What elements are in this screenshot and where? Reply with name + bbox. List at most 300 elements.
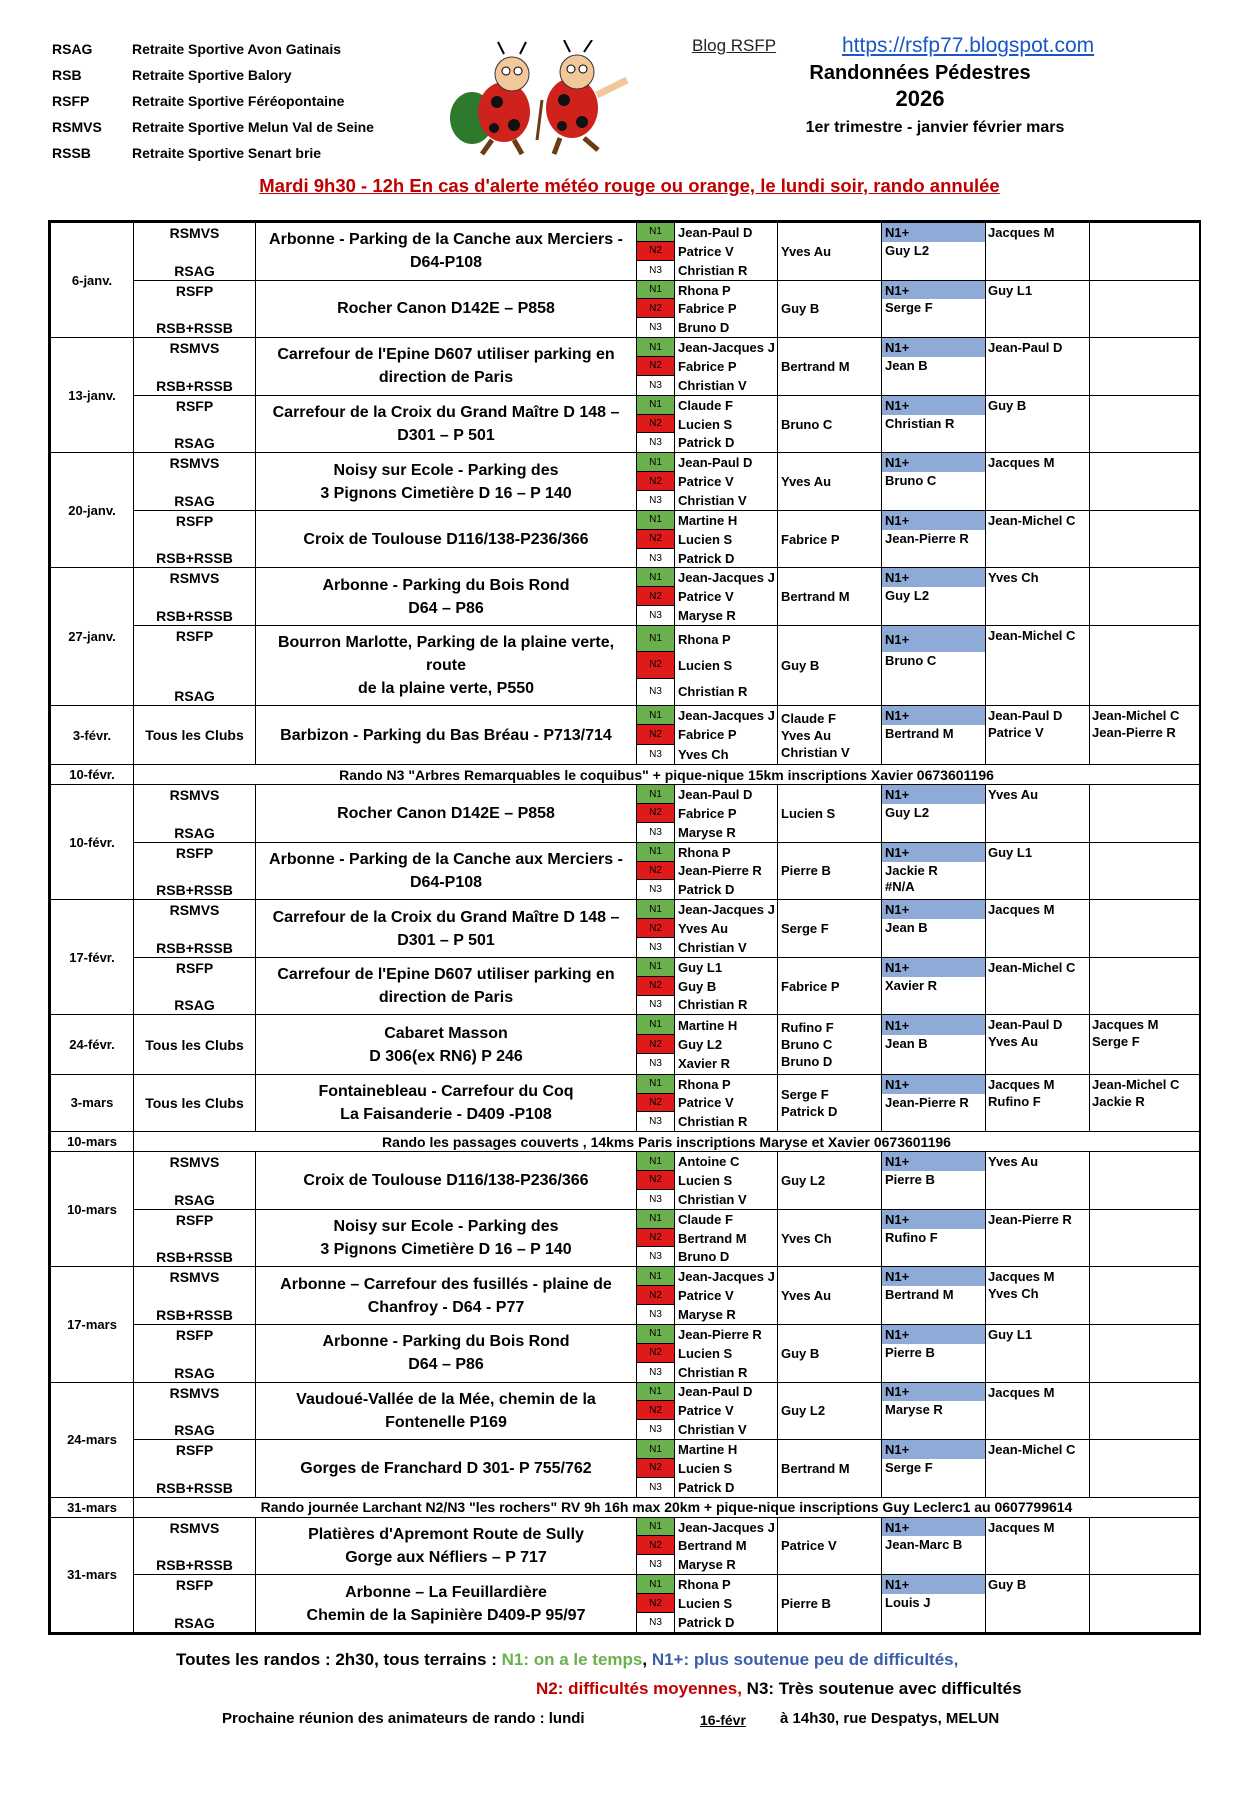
level-markers <box>637 785 675 843</box>
level-n1plus-badge: N1+ <box>882 281 985 300</box>
level-leader-name: Lucien S <box>678 1172 733 1188</box>
support-leader-name: Bruno D <box>781 1054 833 1070</box>
club-organizer: RSMVS <box>169 570 220 587</box>
level-n3-badge: N3 <box>637 1112 674 1131</box>
level-n1plus-badge: N1+ <box>882 1575 985 1594</box>
club-organizer: RSFP <box>175 512 214 529</box>
level-leader-name: Xavier R <box>678 1056 731 1072</box>
extra-leaders-2 <box>1090 568 1200 626</box>
hike-date: 24-mars <box>51 1382 134 1497</box>
level-markers <box>637 842 675 900</box>
level-n3-badge: N3 <box>637 679 674 705</box>
n1plus-group <box>882 626 986 706</box>
club-organizer: RSMVS <box>169 340 220 357</box>
n1plus-leader-name: #N/A <box>885 878 915 894</box>
club-guest: RSAG <box>174 435 215 452</box>
hike-date: 3-mars <box>51 1074 134 1132</box>
club-organizer: RSFP <box>175 628 214 645</box>
n1plus-group <box>882 1152 986 1210</box>
blog-url-link[interactable]: https://rsfp77.blogspot.com <box>842 34 1095 57</box>
level-leaders <box>675 785 778 843</box>
level-leader-name: Christian R <box>678 684 748 700</box>
extra-leaders-2 <box>1090 1074 1200 1132</box>
n1plus-leader-name: Jean-Pierre R <box>885 530 969 546</box>
level-leader-name: Rhona P <box>678 844 731 860</box>
level-leader-name: Jean-Jacques J <box>678 1269 775 1285</box>
extra-leader-name: Jean-Michel C <box>988 512 1076 528</box>
extra-leaders-1 <box>986 395 1090 453</box>
hike-clubs <box>134 1517 256 1575</box>
n1plus-leader-name: Maryse R <box>885 1402 943 1418</box>
level-n2-badge: N2 <box>637 1401 674 1420</box>
club-code: RSMVS <box>52 119 102 135</box>
extra-leaders-1 <box>986 705 1090 764</box>
hike-row <box>51 1440 1200 1498</box>
hike-location <box>256 626 637 706</box>
support-leaders <box>778 1575 882 1633</box>
ladybug-hikers-logo <box>442 40 642 158</box>
extra-leaders-1 <box>986 1382 1090 1440</box>
hike-clubs <box>134 568 256 626</box>
support-leader-name: Fabrice P <box>781 978 840 994</box>
hike-location <box>256 1152 637 1210</box>
extra-leader-name: Jean-Michel C <box>1092 1076 1180 1092</box>
support-leaders <box>778 626 882 706</box>
level-markers <box>637 1517 675 1575</box>
level-leader-name: Martine H <box>678 512 738 528</box>
hike-location <box>256 785 637 843</box>
level-n1plus-badge: N1+ <box>882 1440 985 1459</box>
club-legend-row <box>52 140 374 166</box>
hike-row <box>51 1324 1200 1382</box>
extra-leader-name: Patrice V <box>988 724 1044 740</box>
hike-clubs <box>134 280 256 338</box>
level-leader-name: Bruno D <box>678 1249 730 1265</box>
support-leaders <box>778 223 882 281</box>
event-date: 10-févr. <box>51 765 134 785</box>
n1plus-leader-name: Rufino F <box>885 1229 938 1245</box>
club-organizer: RSFP <box>175 1442 214 1459</box>
extra-leader-name: Jean-Paul D <box>988 340 1063 356</box>
level-n3-badge: N3 <box>637 1420 674 1439</box>
club-legend-row <box>52 114 374 140</box>
n1plus-leader-name: Serge F <box>885 300 933 316</box>
location-line: Croix de Toulouse D116/138-P236/366 <box>303 1172 589 1189</box>
support-leader-name: Yves Au <box>781 243 832 259</box>
support-leaders <box>778 1440 882 1498</box>
level-leader-name: Christian V <box>678 1422 747 1438</box>
n1plus-group <box>882 705 986 764</box>
club-legend-row <box>52 88 374 114</box>
club-organizer: RSFP <box>175 1211 214 1228</box>
hike-location <box>256 1517 637 1575</box>
level-leader-name: Patrice V <box>678 1403 734 1419</box>
level-markers <box>637 453 675 511</box>
location-line: Arbonne - Parking de la Canche aux Merciers - <box>269 850 623 868</box>
n1plus-leaders <box>882 1459 985 1476</box>
level-n3-badge: N3 <box>637 880 674 899</box>
level-n2-badge: N2 <box>637 862 674 881</box>
extra-leaders-2 <box>1090 1015 1200 1074</box>
hike-clubs <box>134 395 256 453</box>
level-leader-name: Patrick D <box>678 550 735 566</box>
location-line: Arbonne – La Feuillardière <box>345 1583 547 1601</box>
extra-leader-name: Yves Au <box>988 787 1039 803</box>
level-n3-badge: N3 <box>637 1555 674 1574</box>
schedule-body <box>51 223 1200 1633</box>
legend-n1: N1: on a le temps <box>501 1650 643 1669</box>
level-leader-name: Claude F <box>678 397 733 413</box>
location-line: Croix de Toulouse D116/138-P236/366 <box>303 530 589 548</box>
n1plus-group <box>882 1382 986 1440</box>
support-leader-name: Patrick D <box>781 1103 838 1119</box>
level-leader-name: Patrick D <box>678 1479 735 1495</box>
location-line: D301 – P 501 <box>397 931 495 949</box>
hike-date: 10-févr. <box>51 785 134 900</box>
extra-leaders-1 <box>986 1209 1090 1267</box>
hike-clubs <box>134 223 256 281</box>
level-n1-badge: N1 <box>637 1383 674 1402</box>
location-line: D301 – P 501 <box>397 427 495 445</box>
level-n2-badge: N2 <box>637 1536 674 1555</box>
hike-clubs <box>134 510 256 568</box>
level-leader-name: Bertrand M <box>678 1230 747 1246</box>
level-n1-badge: N1 <box>637 706 674 725</box>
extra-leaders-2 <box>1090 842 1200 900</box>
level-markers <box>637 338 675 396</box>
hike-clubs <box>134 1267 256 1325</box>
hike-clubs <box>134 1575 256 1633</box>
n1plus-leader-name: Pierre B <box>885 1172 935 1188</box>
level-n1plus-badge: N1+ <box>882 1518 985 1537</box>
support-leader-name: Pierre B <box>781 863 831 879</box>
n1plus-leaders <box>882 1344 985 1361</box>
level-n1-badge: N1 <box>637 958 674 977</box>
level-n2-badge: N2 <box>637 530 674 549</box>
alert-text: Mardi 9h30 - 12h En cas d'alerte météo rouge ou orange, le lundi soir, rando annulée <box>259 175 1000 196</box>
hike-clubs <box>134 1440 256 1498</box>
level-n2-badge: N2 <box>637 1594 674 1613</box>
level-markers <box>637 280 675 338</box>
level-n3-badge: N3 <box>637 1054 674 1073</box>
extra-leader-name: Yves Au <box>988 1154 1039 1170</box>
club-name: Retraite Sportive Féréopontaine <box>132 93 345 109</box>
level-leader-name: Fabrice P <box>678 301 737 317</box>
support-leader-name: Guy B <box>781 657 820 673</box>
extra-leader-name: Jacques M <box>988 455 1055 471</box>
location-line: Chemin de la Sapinière D409-P 95/97 <box>306 1606 586 1624</box>
location-line: direction de Paris <box>378 989 514 1007</box>
location-line: Carrefour de la Croix du Grand Maître D 148 – <box>272 404 620 422</box>
n1plus-group <box>882 1267 986 1325</box>
extra-leader-name: Jacques M <box>988 1519 1055 1535</box>
support-leader-name: Bruno C <box>781 416 833 432</box>
level-leader-name: Patrick D <box>678 435 735 451</box>
location-line: Vaudoué-Vallée de la Mée, chemin de la <box>296 1390 596 1408</box>
n1plus-leaders <box>882 977 985 994</box>
level-leader-name: Christian V <box>678 1191 747 1207</box>
level-leaders <box>675 1209 778 1267</box>
hike-date: 17-févr. <box>51 900 134 1015</box>
location-line: Platières d'Apremont Route de Sully <box>308 1525 584 1543</box>
hike-date: 13-janv. <box>51 338 134 453</box>
extra-leaders-1 <box>986 957 1090 1015</box>
level-leaders <box>675 1267 778 1325</box>
location-line: Carrefour de l'Epine D607 utiliser parking en <box>277 966 615 984</box>
schedule-table <box>48 220 1201 1635</box>
support-leaders <box>778 1209 882 1267</box>
location-line: D 306(ex RN6) P 246 <box>369 1047 523 1065</box>
hike-row <box>51 1015 1200 1074</box>
level-leaders <box>675 957 778 1015</box>
extra-leaders-2 <box>1090 1209 1200 1267</box>
club-legend-row <box>52 36 374 62</box>
n1plus-leaders <box>882 919 985 936</box>
club-guest: RSB+RSSB <box>156 550 233 567</box>
hike-row <box>51 395 1200 453</box>
next-meeting-date: 16-févr <box>700 1712 746 1728</box>
location-line: Carrefour de l'Epine D607 utiliser parking en <box>277 346 615 364</box>
club-legend <box>52 36 374 166</box>
hike-location <box>256 453 637 511</box>
support-leaders <box>778 338 882 396</box>
n1plus-group <box>882 223 986 281</box>
club-organizer: RSMVS <box>169 787 220 804</box>
hike-location <box>256 1324 637 1382</box>
extra-leader-name: Jacques M <box>988 1269 1055 1285</box>
level-n1-badge: N1 <box>637 511 674 530</box>
level-markers <box>637 626 675 706</box>
level-n1plus-badge: N1+ <box>882 706 985 725</box>
club-guest: RSB+RSSB <box>156 939 233 956</box>
hike-row <box>51 705 1200 764</box>
level-leaders <box>675 1152 778 1210</box>
extra-leaders-1 <box>986 568 1090 626</box>
n1plus-leader-name: Jean-Pierre R <box>885 1094 969 1110</box>
legend-n2: N2: difficultés moyennes, <box>536 1679 742 1698</box>
club-guest: RSB+RSSB <box>156 608 233 625</box>
level-leader-name: Jean-Pierre R <box>678 1326 762 1342</box>
hike-location <box>256 842 637 900</box>
level-leaders <box>675 842 778 900</box>
level-n2-badge: N2 <box>637 919 674 938</box>
level-leader-name: Patrice V <box>678 1288 734 1304</box>
location-line: D64-P108 <box>409 254 483 272</box>
location-line: Arbonne - Parking du Bois Rond <box>322 1333 570 1351</box>
legend-intro: Toutes les randos : 2h30, tous terrains : <box>176 1650 502 1669</box>
level-markers <box>637 568 675 626</box>
level-leader-name: Guy L2 <box>678 1037 723 1053</box>
level-markers <box>637 1324 675 1382</box>
support-leader-name: Guy L2 <box>781 1173 826 1188</box>
hike-row <box>51 957 1200 1015</box>
level-n3-badge: N3 <box>637 745 674 764</box>
extra-leader-name: Jean-Pierre R <box>1092 724 1176 740</box>
extra-leaders-1 <box>986 1517 1090 1575</box>
level-n3-badge: N3 <box>637 491 674 510</box>
location-line: Bourron Marlotte, Parking de la plaine verte, route <box>277 633 615 674</box>
level-markers <box>637 957 675 1015</box>
support-leaders <box>778 510 882 568</box>
level-n1plus-badge: N1+ <box>882 1015 985 1034</box>
hike-row <box>51 842 1200 900</box>
extra-leaders-2 <box>1090 785 1200 843</box>
location-line: Rocher Canon D142E – P858 <box>337 804 555 822</box>
special-event-text: Rando les passages couverts , 14kms Paris inscriptions Maryse et Xavier 0673601196 <box>134 1132 1200 1152</box>
extra-leaders-2 <box>1090 395 1200 453</box>
hike-location <box>256 223 637 281</box>
support-leaders <box>778 785 882 843</box>
location-line: Cabaret Masson <box>384 1024 508 1042</box>
level-leader-name: Jean-Paul D <box>678 787 753 803</box>
level-leader-name: Jean-Jacques J <box>678 902 775 918</box>
special-event-row <box>51 1132 1200 1152</box>
level-leader-name: Lucien S <box>678 531 733 547</box>
level-leader-name: Jean-Paul D <box>678 1384 753 1400</box>
location-line: Fontenelle P169 <box>385 1413 507 1431</box>
extra-leaders-1 <box>986 338 1090 396</box>
extra-leaders-1 <box>986 785 1090 843</box>
club-guest: RSAG <box>174 1422 215 1439</box>
location-line: direction de Paris <box>378 369 514 387</box>
extra-leaders-2 <box>1090 1267 1200 1325</box>
extra-leader-name: Yves Ch <box>988 570 1039 586</box>
level-markers <box>637 1152 675 1210</box>
level-markers <box>637 395 675 453</box>
title-text: Randonnées Pédestres <box>809 62 1031 84</box>
location-line: D64-P108 <box>409 873 483 891</box>
level-n3-badge: N3 <box>637 318 674 337</box>
level-leaders <box>675 1074 778 1132</box>
hike-date: 31-mars <box>51 1517 134 1632</box>
level-leader-name: Yves Au <box>678 921 729 937</box>
next-meeting-place: à 14h30, rue Despatys, MELUN <box>780 1710 1000 1727</box>
extra-leader-name: Guy B <box>988 397 1027 413</box>
location-line: Gorges de Franchard D 301- P 755/762 <box>300 1459 592 1477</box>
level-n1plus-badge: N1+ <box>882 1267 985 1286</box>
level-leaders <box>675 900 778 958</box>
level-n1-badge: N1 <box>637 1210 674 1229</box>
level-leader-name: Christian R <box>678 262 748 278</box>
extra-leader-name: Serge F <box>1092 1034 1140 1050</box>
club-organizer: RSMVS <box>169 1384 220 1401</box>
club-guest: RSAG <box>174 262 215 279</box>
location-line: Barbizon - Parking du Bas Bréau - P713/714 <box>280 726 612 744</box>
support-leaders <box>778 1015 882 1074</box>
hike-row <box>51 1267 1200 1325</box>
level-n3-badge: N3 <box>637 1190 674 1209</box>
location-line: Arbonne – Carrefour des fusillés - plaine de <box>280 1275 612 1293</box>
n1plus-leader-name: Jean-Marc B <box>885 1537 963 1553</box>
level-n1plus-badge: N1+ <box>882 338 985 357</box>
extra-leaders-2 <box>1090 1517 1200 1575</box>
level-leader-name: Yves Ch <box>678 746 729 762</box>
level-markers <box>637 1440 675 1498</box>
level-leader-name: Lucien S <box>678 416 733 432</box>
hike-location <box>256 900 637 958</box>
hike-clubs: Tous les Clubs <box>134 705 256 764</box>
club-guest: RSB+RSSB <box>156 1479 233 1496</box>
level-n2-badge: N2 <box>637 652 674 678</box>
level-leaders <box>675 453 778 511</box>
club-guest: RSAG <box>174 824 215 841</box>
extra-leaders-2 <box>1090 900 1200 958</box>
extra-leader-name: Jean-Michel C <box>988 959 1076 975</box>
level-leader-name: Patrice V <box>678 1095 734 1111</box>
level-n2-badge: N2 <box>637 1171 674 1190</box>
club-guest: RSAG <box>174 1364 215 1381</box>
level-markers <box>637 223 675 281</box>
level-leader-name: Claude F <box>678 1211 733 1227</box>
level-leader-name: Lucien S <box>678 1460 733 1476</box>
extra-leader-name: Jackie R <box>1092 1093 1145 1109</box>
hike-date: 20-janv. <box>51 453 134 568</box>
level-leader-name: Lucien S <box>678 1345 733 1361</box>
level-n1-badge: N1 <box>637 1075 674 1094</box>
support-leader-name: Guy B <box>781 301 820 317</box>
level-n3-badge: N3 <box>637 823 674 842</box>
n1plus-leader-name: Jean B <box>885 358 928 373</box>
hike-row <box>51 338 1200 396</box>
hike-row <box>51 453 1200 511</box>
level-n1-badge: N1 <box>637 1152 674 1171</box>
level-n1-badge: N1 <box>637 1518 674 1537</box>
support-leader-name: Rufino F <box>781 1020 834 1036</box>
level-n2-badge: N2 <box>637 357 674 376</box>
support-leader-name: Guy B <box>781 1345 820 1361</box>
n1plus-leaders <box>882 1171 985 1188</box>
n1plus-leader-name: Bruno C <box>885 473 937 489</box>
level-leader-name: Bertrand M <box>678 1538 747 1554</box>
level-leader-name: Jean-Jacques J <box>678 708 775 724</box>
hike-clubs <box>134 1324 256 1382</box>
legend-sep: , <box>642 1650 652 1669</box>
support-leader-name: Serge F <box>781 921 829 937</box>
club-name: Retraite Sportive Balory <box>132 67 292 83</box>
location-line: D64 – P86 <box>408 599 484 617</box>
location-line: Fontainebleau - Carrefour du Coq <box>318 1082 574 1100</box>
extra-leaders-1 <box>986 626 1090 706</box>
n1plus-leader-name: Guy L2 <box>885 588 930 604</box>
level-n1-badge: N1 <box>637 785 674 804</box>
support-leader-name: Bertrand M <box>781 1460 850 1476</box>
trimester-label: 1er trimestre - janvier février mars <box>805 119 1065 136</box>
level-n3-badge: N3 <box>637 606 674 625</box>
level-n1-badge: N1 <box>637 281 674 300</box>
level-n2-badge: N2 <box>637 299 674 318</box>
level-markers <box>637 510 675 568</box>
level-n1plus-badge: N1+ <box>882 453 985 472</box>
hike-location <box>256 1209 637 1267</box>
club-guest: RSB+RSSB <box>156 377 233 394</box>
level-leader-name: Rhona P <box>678 631 731 647</box>
support-leaders <box>778 1074 882 1132</box>
blog-label[interactable]: Blog RSFP <box>692 36 777 55</box>
next-meeting <box>222 1710 1000 1728</box>
support-leader-name: Lucien S <box>781 805 836 821</box>
level-n1-badge: N1 <box>637 900 674 919</box>
level-leader-name: Jean-Jacques J <box>678 1519 775 1535</box>
location-line: La Faisanderie - D409 -P108 <box>340 1105 552 1123</box>
level-leader-name: Patrice V <box>678 474 734 490</box>
extra-leader-name: Yves Au <box>988 1034 1039 1050</box>
level-markers <box>637 1209 675 1267</box>
level-n3-badge: N3 <box>637 433 674 452</box>
level-n1plus-badge: N1+ <box>882 396 985 415</box>
hike-location <box>256 338 637 396</box>
level-markers <box>637 705 675 764</box>
level-leader-name: Lucien S <box>678 1596 733 1612</box>
